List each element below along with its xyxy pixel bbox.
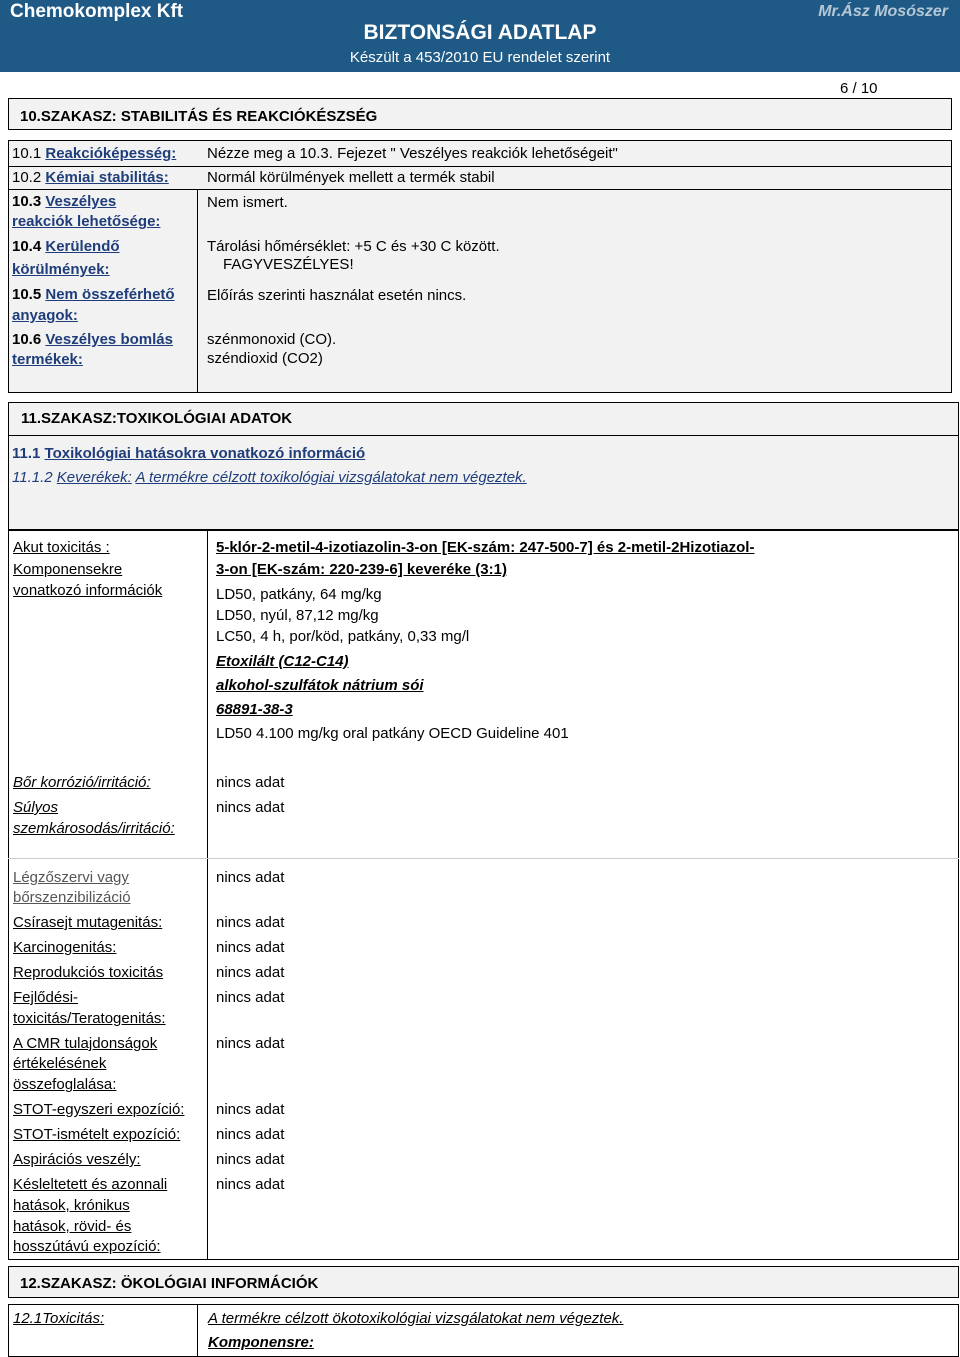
- acute-toxicity-label-3: vonatkozó információk: [13, 582, 163, 599]
- delayed-effects-label-2: hatások, krónikus: [13, 1197, 130, 1214]
- eye-damage-label-1: Súlyos: [13, 799, 59, 816]
- column-divider: [207, 530, 208, 1260]
- section-12-title-box: [8, 1266, 959, 1298]
- sensitisation-label-2: bőrszenzibilizáció: [13, 889, 131, 906]
- divider: [8, 435, 959, 436]
- section-11-title: 11.SZAKASZ:TOXIKOLÓGIAI ADATOK: [21, 410, 293, 427]
- acute-toxicity-label-1: Akut toxicitás :: [13, 539, 110, 556]
- stot-repeated-label: STOT-ismételt expozíció:: [13, 1126, 181, 1143]
- cmr-label-1: A CMR tulajdonságok: [13, 1035, 158, 1052]
- carcinogenicity-label: Karcinogenitás:: [13, 939, 117, 956]
- aspiration-label: Aspirációs veszély:: [13, 1151, 141, 1168]
- carcinogenicity-value: nincs adat: [216, 939, 285, 956]
- row-10-6-value-2: széndioxid (CO2): [207, 350, 323, 367]
- row-10-5-label-2: anyagok:: [12, 307, 78, 324]
- ld50-oral: LD50 4.100 mg/kg oral patkány OECD Guideline 401: [216, 725, 569, 742]
- ecotoxicity-value: A termékre célzott ökotoxikológiai vizsgálatokat nem végeztek.: [208, 1310, 624, 1327]
- row-10-4-value-1: Tárolási hőmérséklet: +5 C és +30 C között.: [207, 238, 500, 255]
- delayed-effects-value: nincs adat: [216, 1176, 285, 1193]
- component-1-name-2: 3-on [EK-szám: 220-239-6] keveréke (3:1): [216, 561, 507, 578]
- reproductive-value: nincs adat: [216, 964, 285, 981]
- delayed-effects-label-1: Késleltetett és azonnali: [13, 1176, 168, 1193]
- row-10-6-label-1: 10.6 Veszélyes bomlás: [12, 331, 173, 348]
- document-subtitle: Készült a 453/2010 EU rendelet szerint: [349, 49, 611, 66]
- component-2-name-1: Etoxilált (C12-C14): [216, 653, 349, 670]
- stot-repeated-value: nincs adat: [216, 1126, 285, 1143]
- cmr-value: nincs adat: [216, 1035, 285, 1052]
- developmental-value: nincs adat: [216, 989, 285, 1006]
- sensitisation-label-1: Légzőszervi vagy: [13, 869, 129, 886]
- section-12-row: [8, 1304, 959, 1357]
- row-10-3-label-1: 10.3 Veszélyes: [12, 193, 117, 210]
- cmr-label-3: összefoglalása:: [13, 1076, 117, 1093]
- acute-toxicity-label-2: Komponensekre: [13, 561, 123, 578]
- skin-corrosion-value: nincs adat: [216, 774, 285, 791]
- section-10-title: 10.SZAKASZ: STABILITÁS ÉS REAKCIÓKÉSZSÉG: [20, 108, 378, 125]
- stot-single-value: nincs adat: [216, 1101, 285, 1118]
- developmental-label-1: Fejlődési-: [13, 989, 79, 1006]
- row-10-4-value-2: FAGYVESZÉLYES!: [223, 256, 354, 273]
- row-10-1-value: Nézze meg a 10.3. Fejezet " Veszélyes reakciók lehetőségeit": [207, 145, 618, 162]
- rows-10-3-to-10-6: [8, 189, 952, 393]
- document-title: BIZTONSÁGI ADATLAP: [363, 21, 597, 44]
- row-10-2-value: Normál körülmények mellett a termék stabil: [207, 169, 495, 186]
- section-12-title: 12.SZAKASZ: ÖKOLÓGIAI INFORMÁCIÓK: [20, 1275, 319, 1292]
- subsection-11-1-2: 11.1.2 Keverékek: A termékre célzott toxikológiai vizsgálatokat nem végeztek.: [12, 469, 527, 486]
- row-10-2-label: 10.2 Kémiai stabilitás:: [12, 169, 169, 186]
- row-10-5-value: Előírás szerinti használat esetén nincs.: [207, 287, 467, 304]
- row-10-1: [8, 140, 952, 167]
- ld50-rat: LD50, patkány, 64 mg/kg: [216, 586, 382, 603]
- component-1-name-1: 5-klór-2-metil-4-izotiazolin-3-on [EK-szám: 247-500-7] és 2-metil-2Hizotiazol-: [216, 539, 755, 556]
- section-10-title-box: [8, 98, 952, 130]
- row-10-6-value-1: szénmonoxid (CO).: [207, 331, 337, 348]
- row-10-6-label-2: termékek:: [12, 351, 83, 368]
- component-2-cas: 68891-38-3: [216, 701, 293, 718]
- cmr-label-2: értékelésének: [13, 1055, 107, 1072]
- column-divider: [197, 1304, 198, 1357]
- row-10-4-label-1: 10.4 Kerülendő: [12, 238, 120, 255]
- delayed-effects-label-3: hatások, rövid- és: [13, 1218, 132, 1235]
- ecotoxicity-label: 12.1Toxicitás:: [13, 1310, 105, 1327]
- page-number: 6 / 10: [840, 80, 878, 97]
- delayed-effects-label-4: hosszútávú expozíció:: [13, 1238, 161, 1255]
- component-2-name-2: alkohol-szulfátok nátrium sói: [216, 677, 424, 694]
- toxicology-table: [8, 530, 959, 1260]
- company-name: Chemokomplex Kft: [10, 1, 184, 22]
- section-11-header-box: [8, 402, 959, 530]
- developmental-label-2: toxicitás/Teratogenitás:: [13, 1010, 166, 1027]
- component-label: Komponensre:: [208, 1334, 314, 1351]
- eye-damage-label-2: szemkárosodás/irritáció:: [13, 820, 175, 837]
- aspiration-value: nincs adat: [216, 1151, 285, 1168]
- reproductive-label: Reprodukciós toxicitás: [13, 964, 164, 981]
- row-10-1-label: 10.1 Reakcióképesség:: [12, 145, 177, 162]
- germ-cell-label: Csírasejt mutagenitás:: [13, 914, 163, 931]
- sensitisation-value: nincs adat: [216, 869, 285, 886]
- product-name: Mr.Ász Mosószer: [818, 3, 948, 20]
- ld50-rabbit: LD50, nyúl, 87,12 mg/kg: [216, 607, 379, 624]
- skin-corrosion-label: Bőr korrózió/irritáció:: [13, 774, 151, 791]
- row-10-3-value: Nem ismert.: [207, 194, 288, 211]
- row-10-4-label-2: körülmények:: [12, 261, 110, 278]
- row-10-5-label-1: 10.5 Nem összeférhető: [12, 286, 175, 303]
- subsection-11-1: 11.1 Toxikológiai hatásokra vonatkozó információ: [12, 445, 366, 462]
- eye-damage-value: nincs adat: [216, 799, 285, 816]
- lc50-rat: LC50, 4 h, por/köd, patkány, 0,33 mg/l: [216, 628, 470, 645]
- divider: [8, 858, 959, 859]
- row-10-3-label-2: reakciók lehetősége:: [12, 213, 161, 230]
- row-10-2: [8, 166, 952, 190]
- germ-cell-value: nincs adat: [216, 914, 285, 931]
- stot-single-label: STOT-egyszeri expozíció:: [13, 1101, 185, 1118]
- column-divider: [197, 189, 198, 393]
